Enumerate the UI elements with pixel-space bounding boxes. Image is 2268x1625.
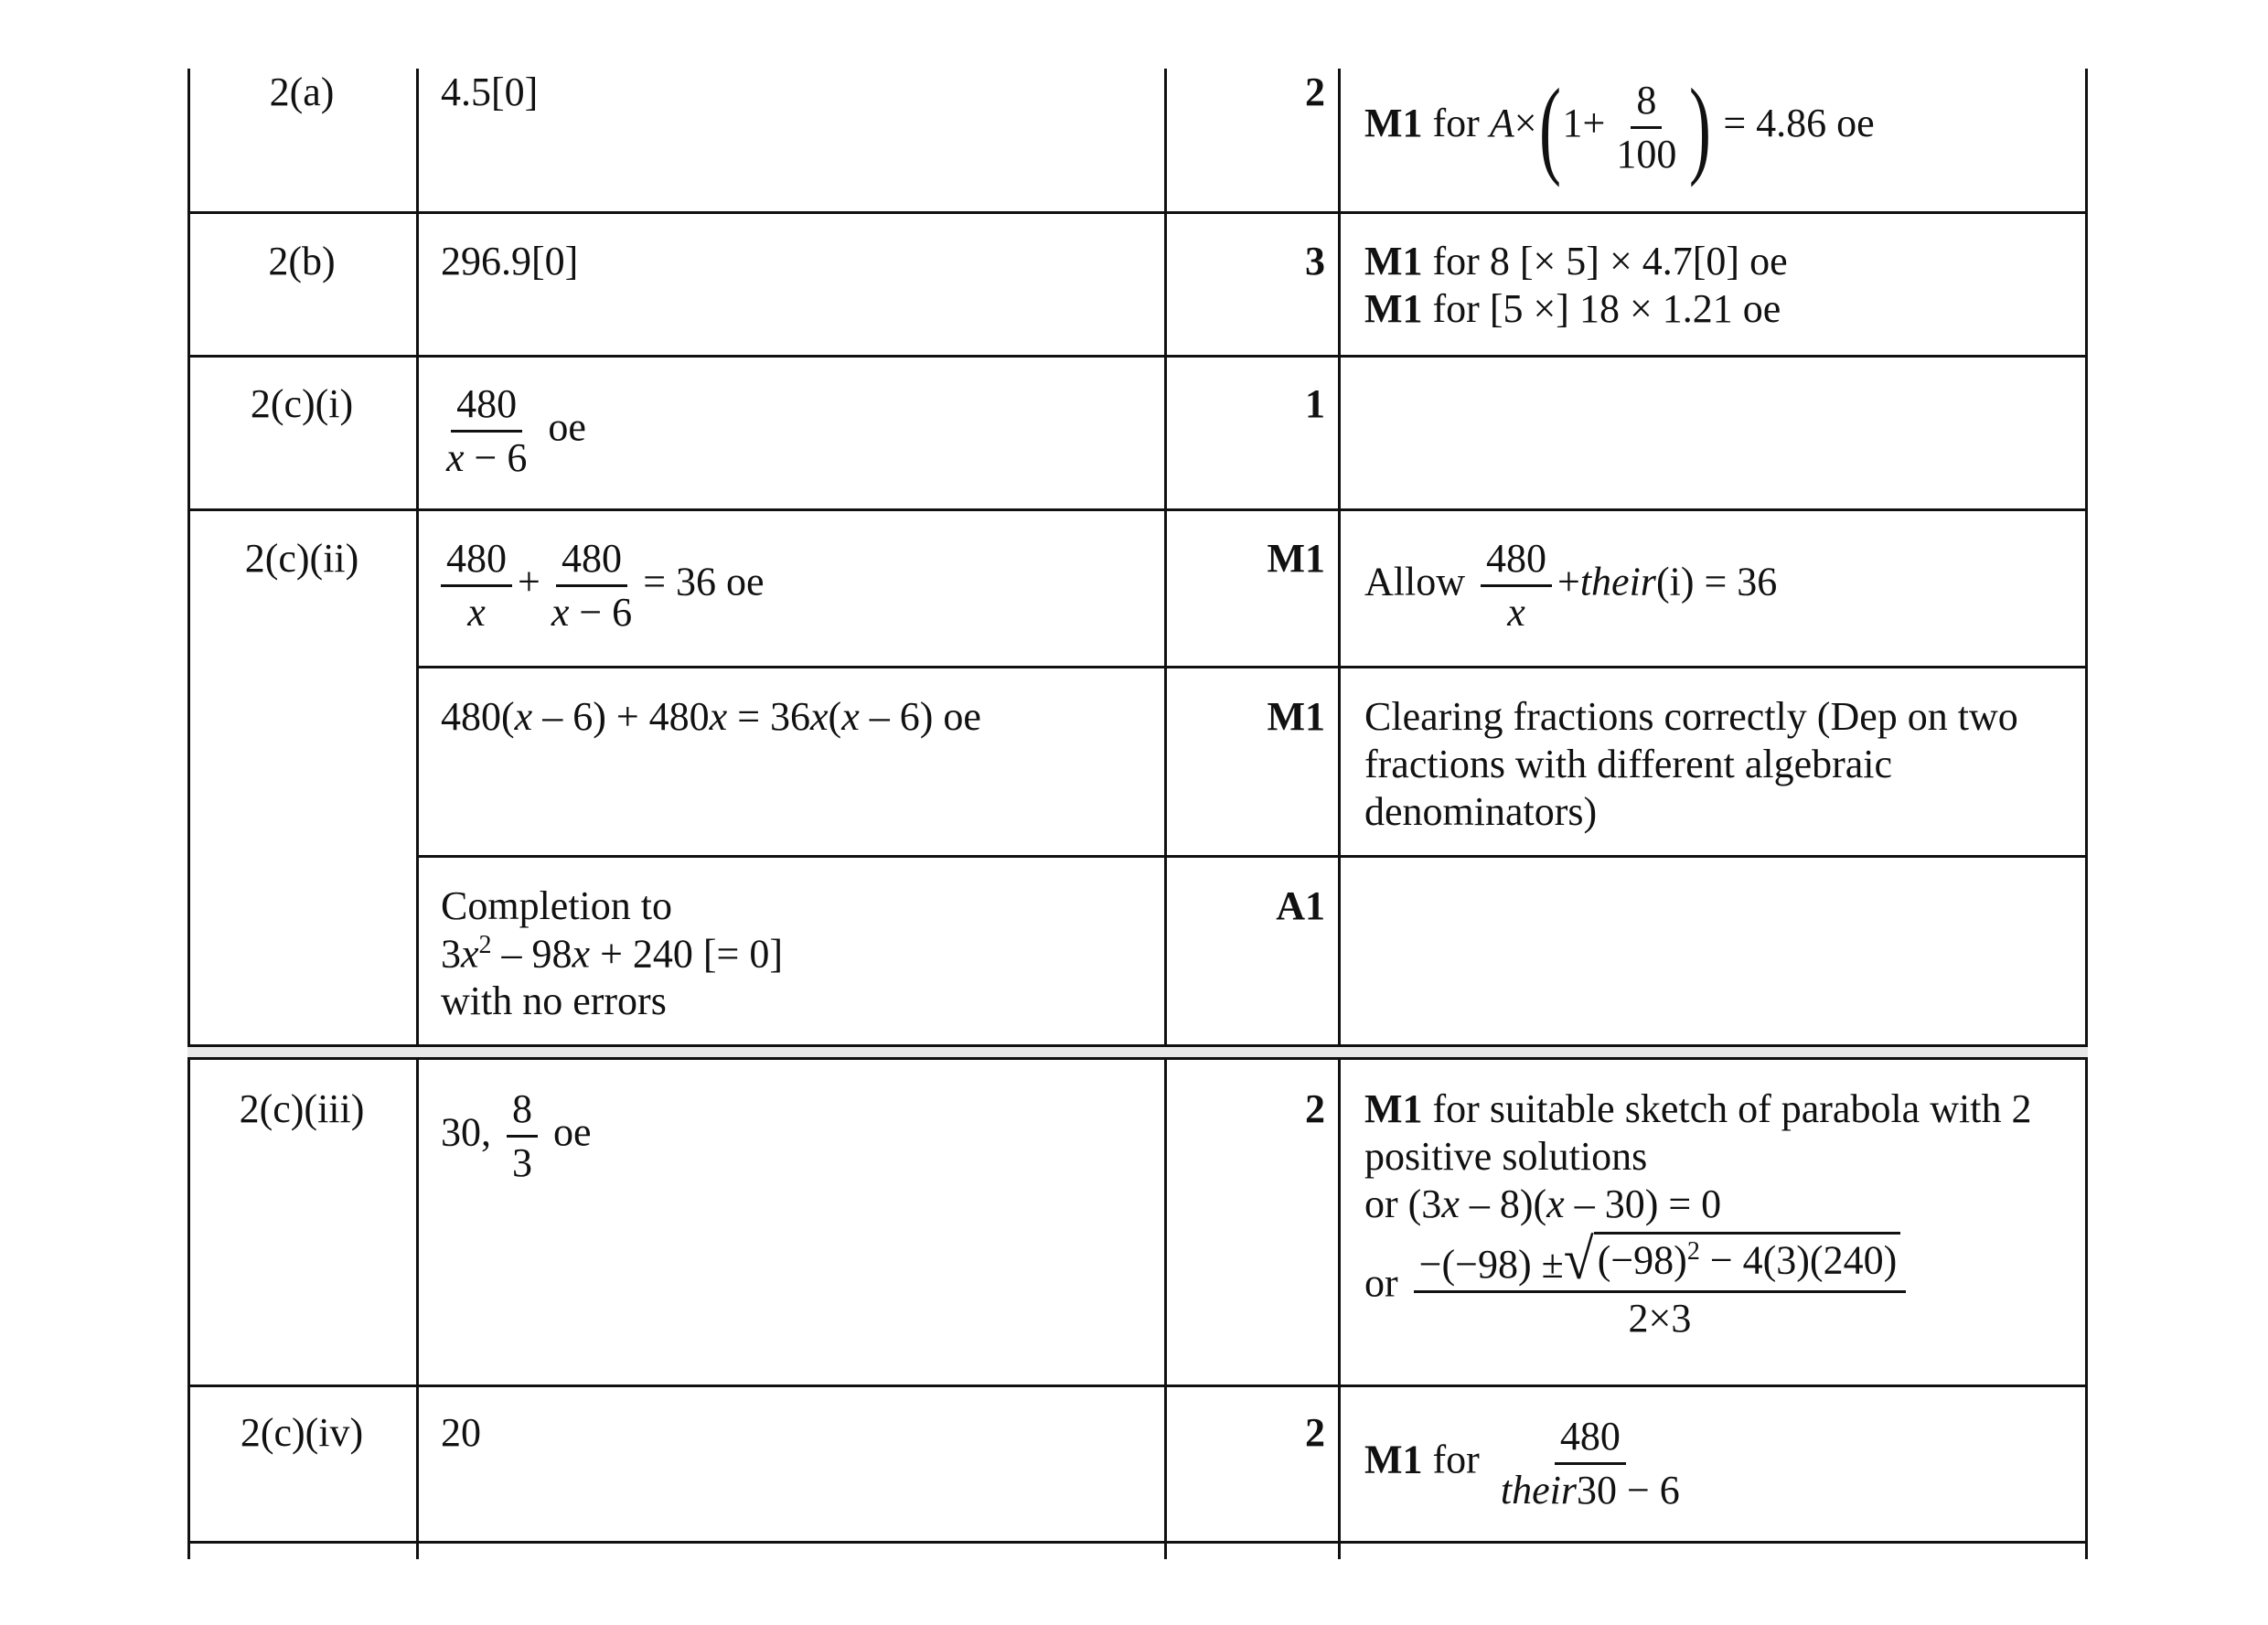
close-paren: ) xyxy=(1689,66,1712,187)
column-divider xyxy=(416,69,419,1559)
row-divider xyxy=(187,211,2088,214)
denominator: 3 xyxy=(512,1139,532,1185)
row-divider xyxy=(416,666,2088,668)
guidance-text: (i) = 36 xyxy=(1655,559,1778,604)
guidance-text: for [5 ×] 18 × 1.21 oe xyxy=(1432,285,1781,331)
their-text: their xyxy=(1579,559,1656,604)
answer: 296.9[0] xyxy=(441,239,579,283)
plus-sign: + xyxy=(518,559,540,604)
open-paren: ( xyxy=(1538,66,1561,187)
answer-text: 30, xyxy=(441,1109,491,1155)
denominator: x xyxy=(467,589,486,635)
marks: 2 xyxy=(1305,1410,1325,1455)
marks: M1 xyxy=(1267,694,1325,739)
table-border-right xyxy=(2085,69,2088,1559)
guidance: Clearing fractions correctly (Dep on two fractions with different algebraic denominators) xyxy=(1364,694,2018,834)
answer: 480(x – 6) + 480x = 36x(x – 6) oe xyxy=(441,694,981,739)
answer: 20 xyxy=(441,1410,481,1455)
mark-code: M1 xyxy=(1364,101,1423,146)
guidance xyxy=(1364,535,1777,636)
answer xyxy=(441,1085,592,1187)
guidance-text: = 4.86 xyxy=(1723,101,1827,146)
numerator: 480 xyxy=(451,380,522,433)
guidance xyxy=(1364,66,1875,187)
numerator: −(−98) ± √ $(-98)^2 - 4(3)(240)$ xyxy=(1414,1232,1907,1293)
column-divider xyxy=(1164,69,1167,1559)
answer: 4.5[0] xyxy=(441,69,539,114)
denominator: their30 − 6 xyxy=(1500,1467,1680,1513)
question-number: 2(c)(iii) xyxy=(239,1086,365,1131)
numerator: 480 xyxy=(556,535,627,587)
denominator: 100 xyxy=(1616,131,1677,176)
variable: A xyxy=(1489,101,1514,146)
mark-code: M1 xyxy=(1364,239,1423,283)
question-number: 2(a) xyxy=(269,69,335,114)
denominator: 2×3 xyxy=(1628,1295,1692,1341)
answer-text: = 36 oe xyxy=(643,559,765,604)
marks: M1 xyxy=(1267,536,1325,581)
fraction xyxy=(546,535,637,636)
mark-code: M1 xyxy=(1364,285,1423,331)
fraction xyxy=(1481,535,1552,636)
marks: 3 xyxy=(1305,239,1325,283)
table-border-left xyxy=(187,69,190,1559)
mark-code: M1 xyxy=(1364,1086,1423,1131)
guidance-text: Allow xyxy=(1364,559,1465,604)
fraction xyxy=(1610,77,1682,178)
column-divider xyxy=(1338,69,1341,1559)
guidance-text: for suitable sketch of parabola with 2 positive solutions xyxy=(1364,1086,2032,1179)
row-divider xyxy=(416,855,2088,858)
answer-line: $3x^2 - 98x + 240$ [= 0] xyxy=(441,930,783,977)
fraction xyxy=(507,1085,538,1187)
answer-line: Completion to xyxy=(441,883,672,928)
denominator: x xyxy=(1507,589,1525,635)
marks: A1 xyxy=(1276,883,1325,928)
answer-text: oe xyxy=(548,404,586,450)
guidance-line xyxy=(1364,1085,2082,1181)
denominator: x − 6 xyxy=(551,589,633,635)
guidance-text: for xyxy=(1432,101,1480,146)
fraction xyxy=(441,380,532,482)
guidance-text: oe xyxy=(1836,101,1875,146)
numerator: 480 xyxy=(1481,535,1552,587)
row-divider xyxy=(187,1044,2088,1047)
answer xyxy=(441,882,783,1025)
guidance xyxy=(1364,238,1788,333)
quadratic-formula xyxy=(1414,1227,1907,1342)
row-divider xyxy=(187,508,2088,511)
answer xyxy=(441,535,765,636)
guidance xyxy=(1364,1085,2082,1342)
guidance xyxy=(1364,1413,1691,1514)
numerator: 480 xyxy=(441,535,512,587)
times-sign: × xyxy=(1514,101,1537,146)
question-number: 2(c)(i) xyxy=(250,381,354,426)
numerator: 480 xyxy=(1555,1413,1626,1465)
guidance-text: or xyxy=(1364,1260,1398,1306)
row-divider xyxy=(187,355,2088,358)
fraction xyxy=(1495,1413,1685,1514)
numerator: 8 xyxy=(507,1085,538,1138)
guidance-line xyxy=(1364,1227,2082,1342)
guidance-text: 1+ xyxy=(1562,101,1606,146)
plus-sign: + xyxy=(1557,559,1580,604)
answer xyxy=(441,380,586,482)
guidance-line: or (3x – 8)(x – 30) = 0 xyxy=(1364,1181,1722,1226)
marks: 2 xyxy=(1305,1086,1325,1131)
mark-code: M1 xyxy=(1364,1437,1423,1482)
guidance-text: for xyxy=(1432,1437,1480,1482)
numerator: 8 xyxy=(1631,77,1662,129)
question-number: 2(c)(iv) xyxy=(240,1410,364,1455)
guidance-line xyxy=(1364,238,1788,285)
question-number: 2(c)(ii) xyxy=(244,536,359,581)
answer-line: with no errors xyxy=(441,978,667,1024)
denominator: x − 6 xyxy=(446,434,528,480)
row-divider xyxy=(187,1057,2088,1060)
marks: 2 xyxy=(1305,69,1325,114)
marks: 1 xyxy=(1305,381,1325,426)
guidance-text: for 8 [× 5] × 4.7[0] oe xyxy=(1432,239,1788,283)
answer-text: oe xyxy=(553,1109,592,1155)
mark-scheme-table xyxy=(187,66,2085,1559)
row-divider xyxy=(187,1541,2088,1544)
question-number: 2(b) xyxy=(268,239,336,283)
row-divider xyxy=(187,1384,2088,1387)
guidance-line xyxy=(1364,285,1788,333)
fraction xyxy=(441,535,512,636)
